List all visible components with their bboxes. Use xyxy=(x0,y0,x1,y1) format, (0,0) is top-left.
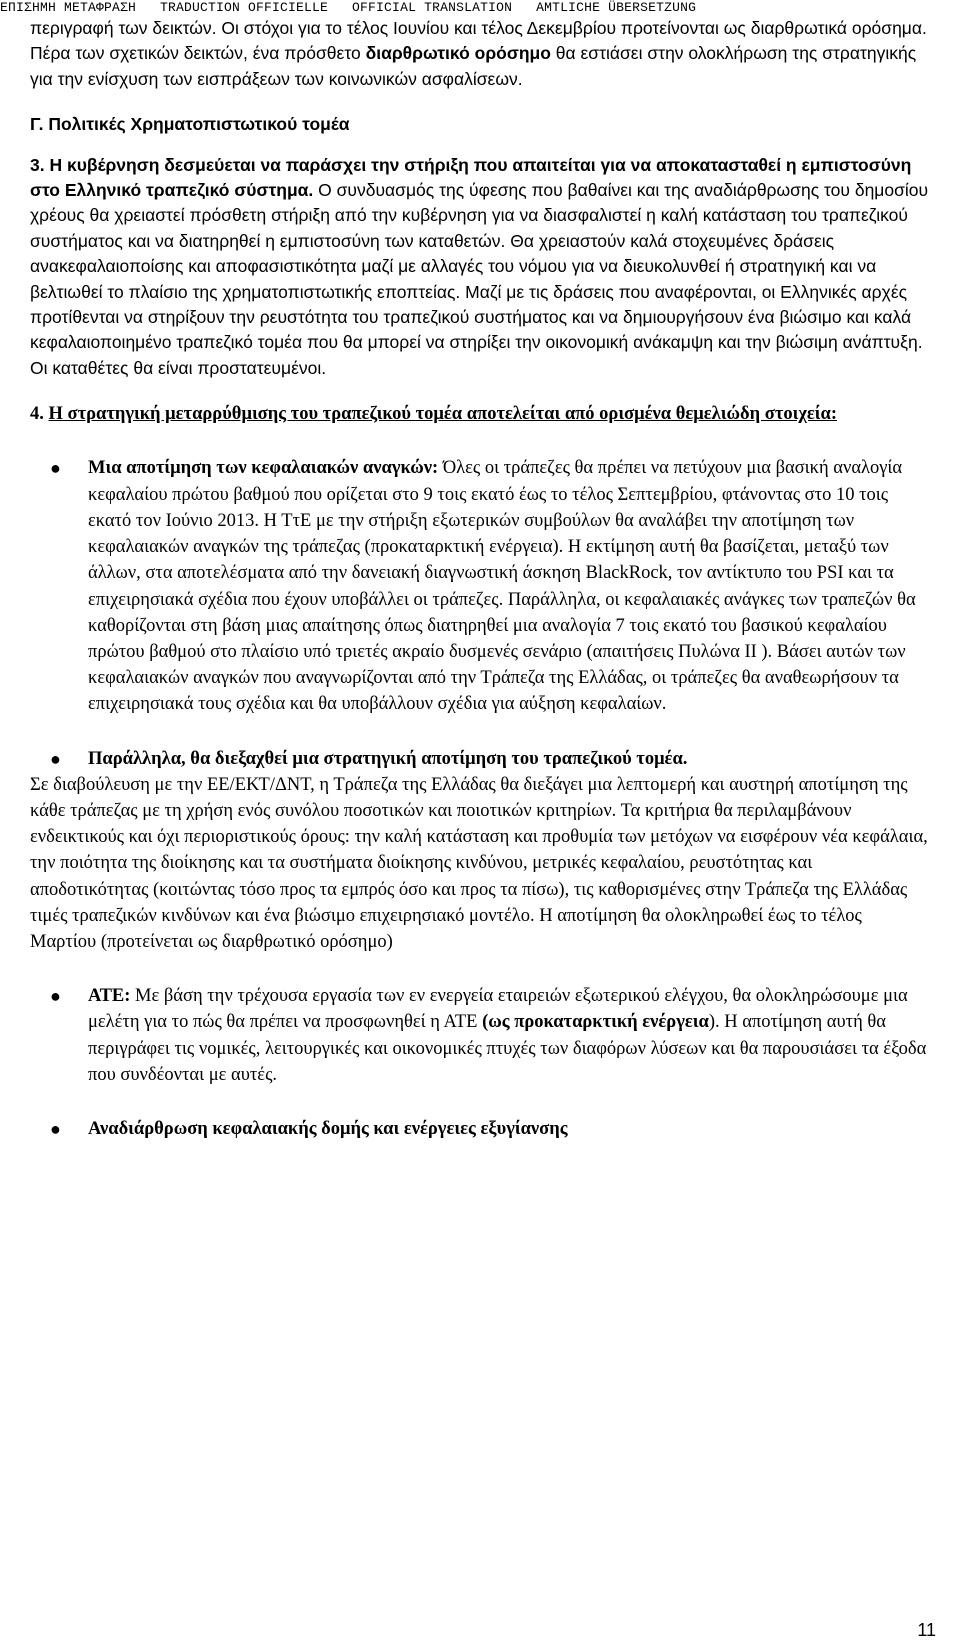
bullet-ate-text-2: ). Η αποτίμηση αυτή θα περιγράφει τις νομικές, λειτουργικές και οικονομικές πτυχές των διαφόρων λύσεων και θα παρουσιάσει τα έξοδα που συνδέονται με αυτές. xyxy=(88,1012,927,1085)
item-3-sentence-1: Ο συνδυασμός της ύφεσης που βαθαίνει και της αναδιάρθρωσης του δημοσίου χρέους θα χρειαστεί πρόσθετη στήριξη από την κυβέρνηση για να διασφαλιστεί η καλή κατάσταση του τραπεζικού συστήματος και να διατηρηθεί η εμπιστοσύνη των καταθετών. xyxy=(30,180,929,251)
bullet-ate-preliminary-action: (ως προκαταρκτική ενέργεια xyxy=(482,1012,709,1033)
bullet-ate-title: ΑΤΕ: xyxy=(88,986,131,1007)
intro-text-2: θα εστιάσει στην ολοκλήρωση της στρατηγικής για την ενίσχυση των εισπράξεων των κοινωνικών ασφαλίσεων. xyxy=(30,43,917,89)
document-page xyxy=(30,12,932,1142)
intro-text-1: περιγραφή των δεικτών. Οι στόχοι για το τέλος Ιουνίου και τέλος Δεκεμβρίου προτείνονται ως διαρθρωτικά ορόσημα. Πέρα των σχετικών δεικτών, ένα πρόσθετο xyxy=(30,18,927,64)
bullet-icon: ● xyxy=(50,458,61,479)
item-3-paragraph xyxy=(30,153,932,382)
bullet-capital-needs-text: Όλες οι τράπεζες θα πρέπει να πετύχουν μια βασική αναλογία κεφαλαίου πρώτου βαθμού που ορίζεται στο 9 τοις εκατό έως το τέλος Σεπτεμβρίου, φτάνοντας στο 10 τοις εκατό τον Ιούνιο 2013. Η ΤτΕ με την στήριξη εξωτερικών συμβούλων θα αναλάβει την αποτίμηση των κεφαλαιακών αναγκών της τράπεζας (προκαταρκτική ενέργεια). Η εκτίμηση αυτή θα βασίζεται, μεταξύ των άλλων, στα αποτελέσματα από την δανειακή διαγνωστική άσκηση BlackRock, τον αντίκτυπο του PSI και τα επιχειρησιακά σχέδια που έχουν υποβάλλει οι τράπεζες. Παράλληλα, οι κεφαλαιακές ανάγκες των τραπεζών θα καθορίζονται στη βάση μιας απαίτησης όπως διατηρηθεί μια αναλογία 7 τοις εκατό του βασικού κεφαλαίου πρώτου βαθμού στο πλαίσιο υπό τριετές ακραίο δυσμενές σενάριο (απαιτήσεις Πυλώνα ΙΙ ). Βάσει αυτών των κεφαλαιακών αναγκών που αναγνωρίζονται από την Τράπεζα της Ελλάδας, οι τράπεζες θα αναθεωρήσουν τα επιχειρησιακά τους σχέδια και θα υποβάλλουν σχέδια για αύξηση κεφαλαίων. xyxy=(88,458,916,715)
bullet-capital-needs-title: Μια αποτίμηση των κεφαλαιακών αναγκών: xyxy=(88,458,439,479)
bullet-capital-needs xyxy=(30,455,932,717)
item-4-heading-text: Η στρατηγική μεταρρύθμισης του τραπεζικού τομέα αποτελείται από ορισμένα θεμελιώδη στοιχεία: xyxy=(48,404,837,425)
item-4-number: 4. xyxy=(30,404,49,425)
page-number: 11 xyxy=(917,1620,936,1640)
bullet-restructuring-title: Αναδιάρθρωση κεφαλαιακής δομής και ενέργειες εξυγίανσης xyxy=(88,1118,568,1139)
item-3-sentence-3: Μαζί με τις δράσεις που αναφέρονται, οι Ελληνικές αρχές προτίθενται να στηρίξουν την ρευστότητα του τραπεζικού συστήματος και να δημιουργήσουν ένα βιώσιμο και καλά κεφαλαιοποιημένο τραπεζικό τομέα που θα μπορεί να στηρίξει την οικονομική ανάκαμψη και την βιώσιμη ανάπτυξη. xyxy=(30,281,923,353)
structural-milestone-term: διαρθρωτικό ορόσημο xyxy=(365,43,551,64)
consultation-paragraph: Σε διαβούλευση με την ΕΕ/ΕΚΤ/ΔΝΤ, η Τράπεζα της Ελλάδας θα διεξάγει μια λεπτομερή και αυστηρή αποτίμηση της κάθε τράπεζας με τη χρήση ενός συνόλου ποσοτικών και ποιοτικών κριτηρίων. Τα κριτήρια θα περιλαμβάνουν ενδεικτικούς και όχι περιοριστικούς όρους: την καλή κατάσταση και προθυμία των μετόχων να εισφέρουν νέα κεφάλαια, την ποιότητα της διοίκησης και τα συστήματα διοίκησης κινδύνου, μετρικές κεφαλαίου, ρευστότητας και αποδοτικότητας (κοιτώντας τόσο προς τα εμπρός όσο και προς τα πίσω), τις καθορισμένες στην Τράπεζα της Ελλάδας τιμές τραπεζικών κινδύνων και ένα βιώσιμο επιχειρησιακό μοντέλο. Η αποτίμηση θα ολοκληρωθεί έως το τέλος Μαρτίου (προτείνεται ως διαρθρωτικό ορόσημο) xyxy=(30,774,928,952)
intro-paragraph xyxy=(30,16,932,92)
bullet-icon: ● xyxy=(50,986,61,1007)
bullet-strategic-assessment xyxy=(30,746,932,772)
bullet-strategic-assessment-title: Παράλληλα, θα διεξαχθεί μια στρατηγική αποτίμηση του τραπεζικού τομέα. xyxy=(88,748,688,769)
bullet-ate-text-1: Με βάση την τρέχουσα εργασία των εν ενεργεία εταιρειών εξωτερικού ελέγχου, θα ολοκληρώσουμε μια μελέτη για το πώς θα πρέπει να προσφωνηθεί η ΑΤΕ xyxy=(88,986,908,1033)
item-3-sentence-4: Οι καταθέτες θα είναι προστατευμένοι. xyxy=(30,357,327,378)
item-4-heading xyxy=(30,401,932,427)
item-3-sentence-2: Θα χρειαστούν καλά στοχευμένες δράσεις ανακεφαλαιοποίσης και αποφασιστικότητα μαζί με αλλαγές του νόμου για να διευκολυνθεί ή στρατηγική και να βελτιωθεί το πλαίσιο της χρηματοπιστωτικής εποπτείας. xyxy=(30,230,877,302)
item-3-heading: 3. Η κυβέρνηση δεσμεύεται να παράσχει την στήριξη που απαιτείται για να αποκατασταθεί η εμπιστοσύνη στο Ελληνικό τραπεζικό σύστημα. xyxy=(30,154,912,201)
bullet-ate xyxy=(30,983,932,1088)
bullet-restructuring xyxy=(30,1116,932,1142)
section-g-heading: Γ. Πολιτικές Χρηματοπιστωτικού τομέα xyxy=(30,114,350,135)
translation-header: ΕΠΙΣΗΜΗ ΜΕΤΑΦΡΑΣΗ TRADUCTION OFFICIELLE OFFICIAL TRANSLATION AMTLICHE ÜBERSETZUNG xyxy=(0,0,697,15)
bullet-icon: ● xyxy=(50,748,61,769)
bullet-icon: ● xyxy=(50,1118,61,1139)
